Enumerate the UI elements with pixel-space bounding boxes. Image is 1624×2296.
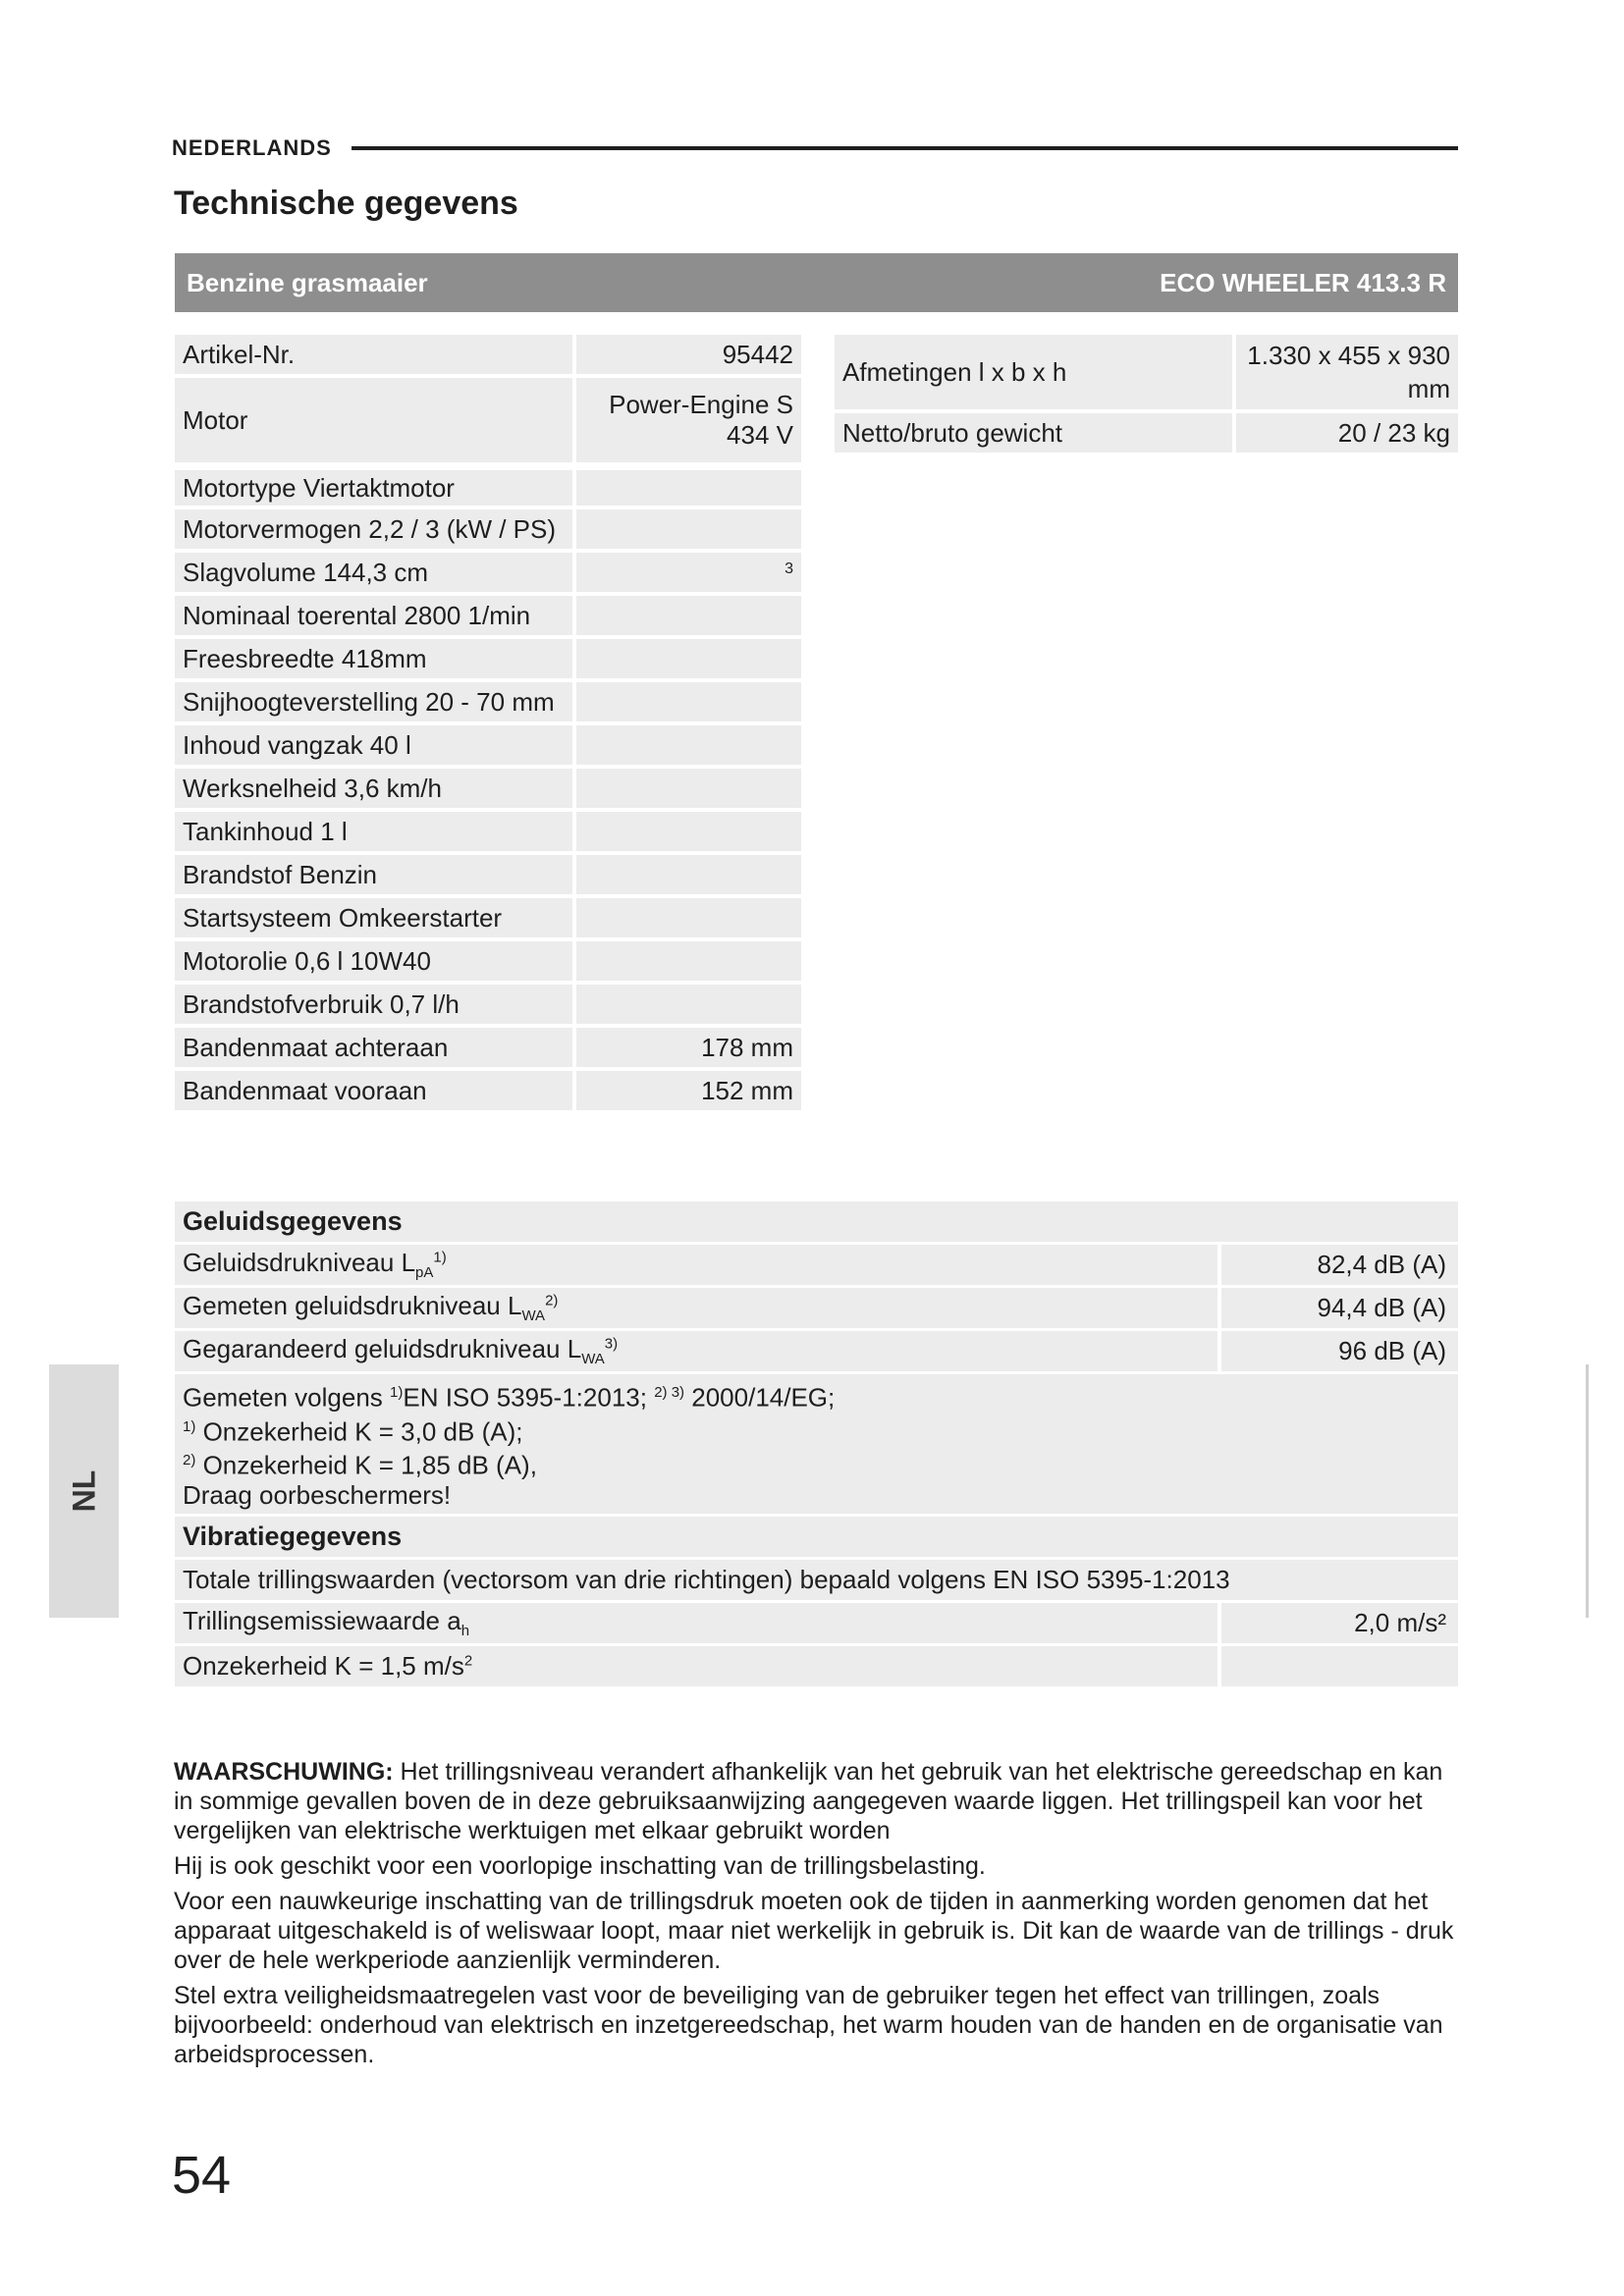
spec-table-left <box>175 335 801 1114</box>
spec-label: Snijhoogteverstelling 20 - 70 mm <box>175 682 572 725</box>
spec-label: Bandenmaat vooraan <box>175 1071 572 1114</box>
spec-value <box>572 596 801 639</box>
vibration-total: Totale trillingswaarden (vectorsom van drie richtingen) bepaald volgens EN ISO 5395-1:2013 <box>175 1560 1458 1603</box>
warning-paragraph: Stel extra veiligheidsmaatregelen vast voor de beveiliging van de gebruiker tegen het effect van trillingen, zoals bijvoorbeeld: onderhoud van elektrisch en inzetgereedschap, het warm houden van de handen en de organisatie van arbeidsprocessen. <box>174 1982 1443 2068</box>
spec-value <box>572 855 801 898</box>
spec-row <box>175 553 801 596</box>
noise-label: Geluidsdrukniveau $L_{pA}^{1)}$ <box>175 1245 1218 1288</box>
measured-standard: Gemeten volgens $^{1)}$EN ISO 5395-1:2013; $^{2) 3)}$ 2000/14/EG; <box>183 1382 836 1413</box>
spec-label: Motor <box>175 378 572 466</box>
noise-value: 94,4 dB (A) <box>1218 1288 1458 1331</box>
page-number: 54 <box>172 2146 232 2205</box>
product-model: ECO WHEELER 413.3 R <box>1160 267 1446 297</box>
noise-value: 96 dB (A) <box>1218 1331 1458 1374</box>
spec-label: Slagvolume 144,3 cm <box>175 553 572 596</box>
spec-row <box>175 941 801 985</box>
spec-label: Bandenmaat achteraan <box>175 1028 572 1071</box>
vibration-row <box>175 1646 1458 1689</box>
spec-row <box>175 466 801 509</box>
spec-row <box>175 335 801 378</box>
spec-label: Freesbreedte 418mm <box>175 639 572 682</box>
spec-row <box>175 898 801 941</box>
edge-marker <box>1586 1364 1589 1618</box>
spec-label: Inhoud vangzak 40 l <box>175 725 572 769</box>
spec-value <box>572 509 801 553</box>
noise-row <box>175 1288 1458 1331</box>
noise-value: 82,4 dB (A) <box>1218 1245 1458 1288</box>
noise-label: Gegarandeerd geluidsdrukniveau $L_{WA}^{3)}$ <box>175 1331 1218 1374</box>
spec-row <box>175 378 801 466</box>
spec-row <box>175 769 801 812</box>
spec-row <box>175 1071 801 1114</box>
spec-label: Startsysteem Omkeerstarter <box>175 898 572 941</box>
spec-value <box>572 725 801 769</box>
noise-vibration-table <box>175 1201 1458 1689</box>
measurement-notes <box>175 1374 1458 1517</box>
spec-value <box>572 682 801 725</box>
spec-row <box>175 596 801 639</box>
spec-row <box>175 509 801 553</box>
spec-value <box>572 985 801 1028</box>
spec-label: Brandstofverbruik 0,7 l/h <box>175 985 572 1028</box>
spec-row <box>175 985 801 1028</box>
vibration-empty <box>1218 1646 1458 1689</box>
spec-label: Artikel-Nr. <box>175 335 572 378</box>
spec-label: Afmetingen l x b x h <box>835 335 1232 413</box>
spec-row <box>835 413 1458 456</box>
language-side-tab: NL <box>49 1364 119 1618</box>
uncertainty-1: $^{1)}$ Onzekerheid K = 3,0 dB (A); <box>183 1416 523 1447</box>
header-rule <box>352 146 1458 150</box>
spec-label: Motorvermogen 2,2 / 3 (kW / PS) <box>175 509 572 553</box>
spec-row <box>175 812 801 855</box>
spec-value: 95442 <box>572 335 801 378</box>
warning-paragraph: Hij is ook geschikt voor een voorlopige inschatting van de trillingsbelasting. <box>174 1852 986 1880</box>
spec-label: Nominaal toerental 2800 1/min <box>175 596 572 639</box>
spec-value: 152 mm <box>572 1071 801 1114</box>
spec-value: Power-Engine S 434 V <box>572 378 801 466</box>
vibration-value: 2,0 m/s² <box>1218 1603 1458 1646</box>
warning-paragraph: Voor een nauwkeurige inschatting van de trillingsdruk moeten ook de tijden in aanmerking worden genomen dat het apparaat uitgeschakeld is of weliswaar loopt, maar niet werkelijk in gebruik is. Dit kan de waarde van de trillings - druk over de hele werkperiode aanzienlijk verminderen. <box>174 1888 1454 1974</box>
vibration-uncertainty: Onzekerheid K = 1,5 $m/s^2$ <box>175 1646 1218 1689</box>
spec-label: Netto/bruto gewicht <box>835 413 1232 456</box>
product-type: Benzine grasmaaier <box>187 267 428 297</box>
spec-row <box>175 855 801 898</box>
warning-paragraph: WAARSCHUWING: Het trillingsniveau verandert afhankelijk van het gebruik van het elektrische gereedschap en kan in sommige gevallen boven de in deze gebruiksaanwijzing aangegeven waarde liggen. Het trillingspeil kan voor het vergelijken van elektrische werktuigen met elkaar gebruikt worden <box>174 1758 1443 1844</box>
noise-label: Gemeten geluidsdrukniveau $L_{WA}^{2)}$ <box>175 1288 1218 1331</box>
spec-value: 1.330 x 455 x 930 mm <box>1232 335 1458 413</box>
noise-row <box>175 1245 1458 1288</box>
spec-value <box>572 812 801 855</box>
spec-label: Tankinhoud 1 l <box>175 812 572 855</box>
spec-label: Motortype Viertaktmotor <box>175 466 572 509</box>
spec-label: Brandstof Benzin <box>175 855 572 898</box>
page-title: Technische gegevens <box>174 185 518 222</box>
page-header <box>172 132 1458 165</box>
spec-value <box>572 466 801 509</box>
spec-row <box>175 1028 801 1071</box>
spec-table-right <box>835 335 1458 456</box>
product-bar <box>175 253 1458 312</box>
spec-label: Motorolie 0,6 l 10W40 <box>175 941 572 985</box>
language-label: NEDERLANDS <box>172 135 332 160</box>
spec-value <box>572 898 801 941</box>
warning-text <box>174 1757 1462 2075</box>
noise-row <box>175 1331 1458 1374</box>
spec-row <box>175 682 801 725</box>
spec-row <box>175 725 801 769</box>
vibration-label: Trillingsemissiewaarde $a_h$ <box>175 1603 1218 1646</box>
noise-heading: Geluidsgegevens <box>175 1201 1458 1245</box>
spec-value: 20 / 23 kg <box>1232 413 1458 456</box>
spec-value <box>572 941 801 985</box>
spec-row <box>835 335 1458 413</box>
ear-protection-note: Draag oorbeschermers! <box>183 1479 452 1510</box>
spec-value <box>572 769 801 812</box>
spec-label: Werksnelheid 3,6 km/h <box>175 769 572 812</box>
spec-row <box>175 639 801 682</box>
vibration-heading: Vibratiegegevens <box>175 1517 1458 1560</box>
spec-value: 3 <box>572 553 801 596</box>
uncertainty-2: $^{2)}$ Onzekerheid K = 1,85 dB (A), <box>183 1450 537 1480</box>
vibration-row <box>175 1603 1458 1646</box>
spec-value: 178 mm <box>572 1028 801 1071</box>
spec-value <box>572 639 801 682</box>
